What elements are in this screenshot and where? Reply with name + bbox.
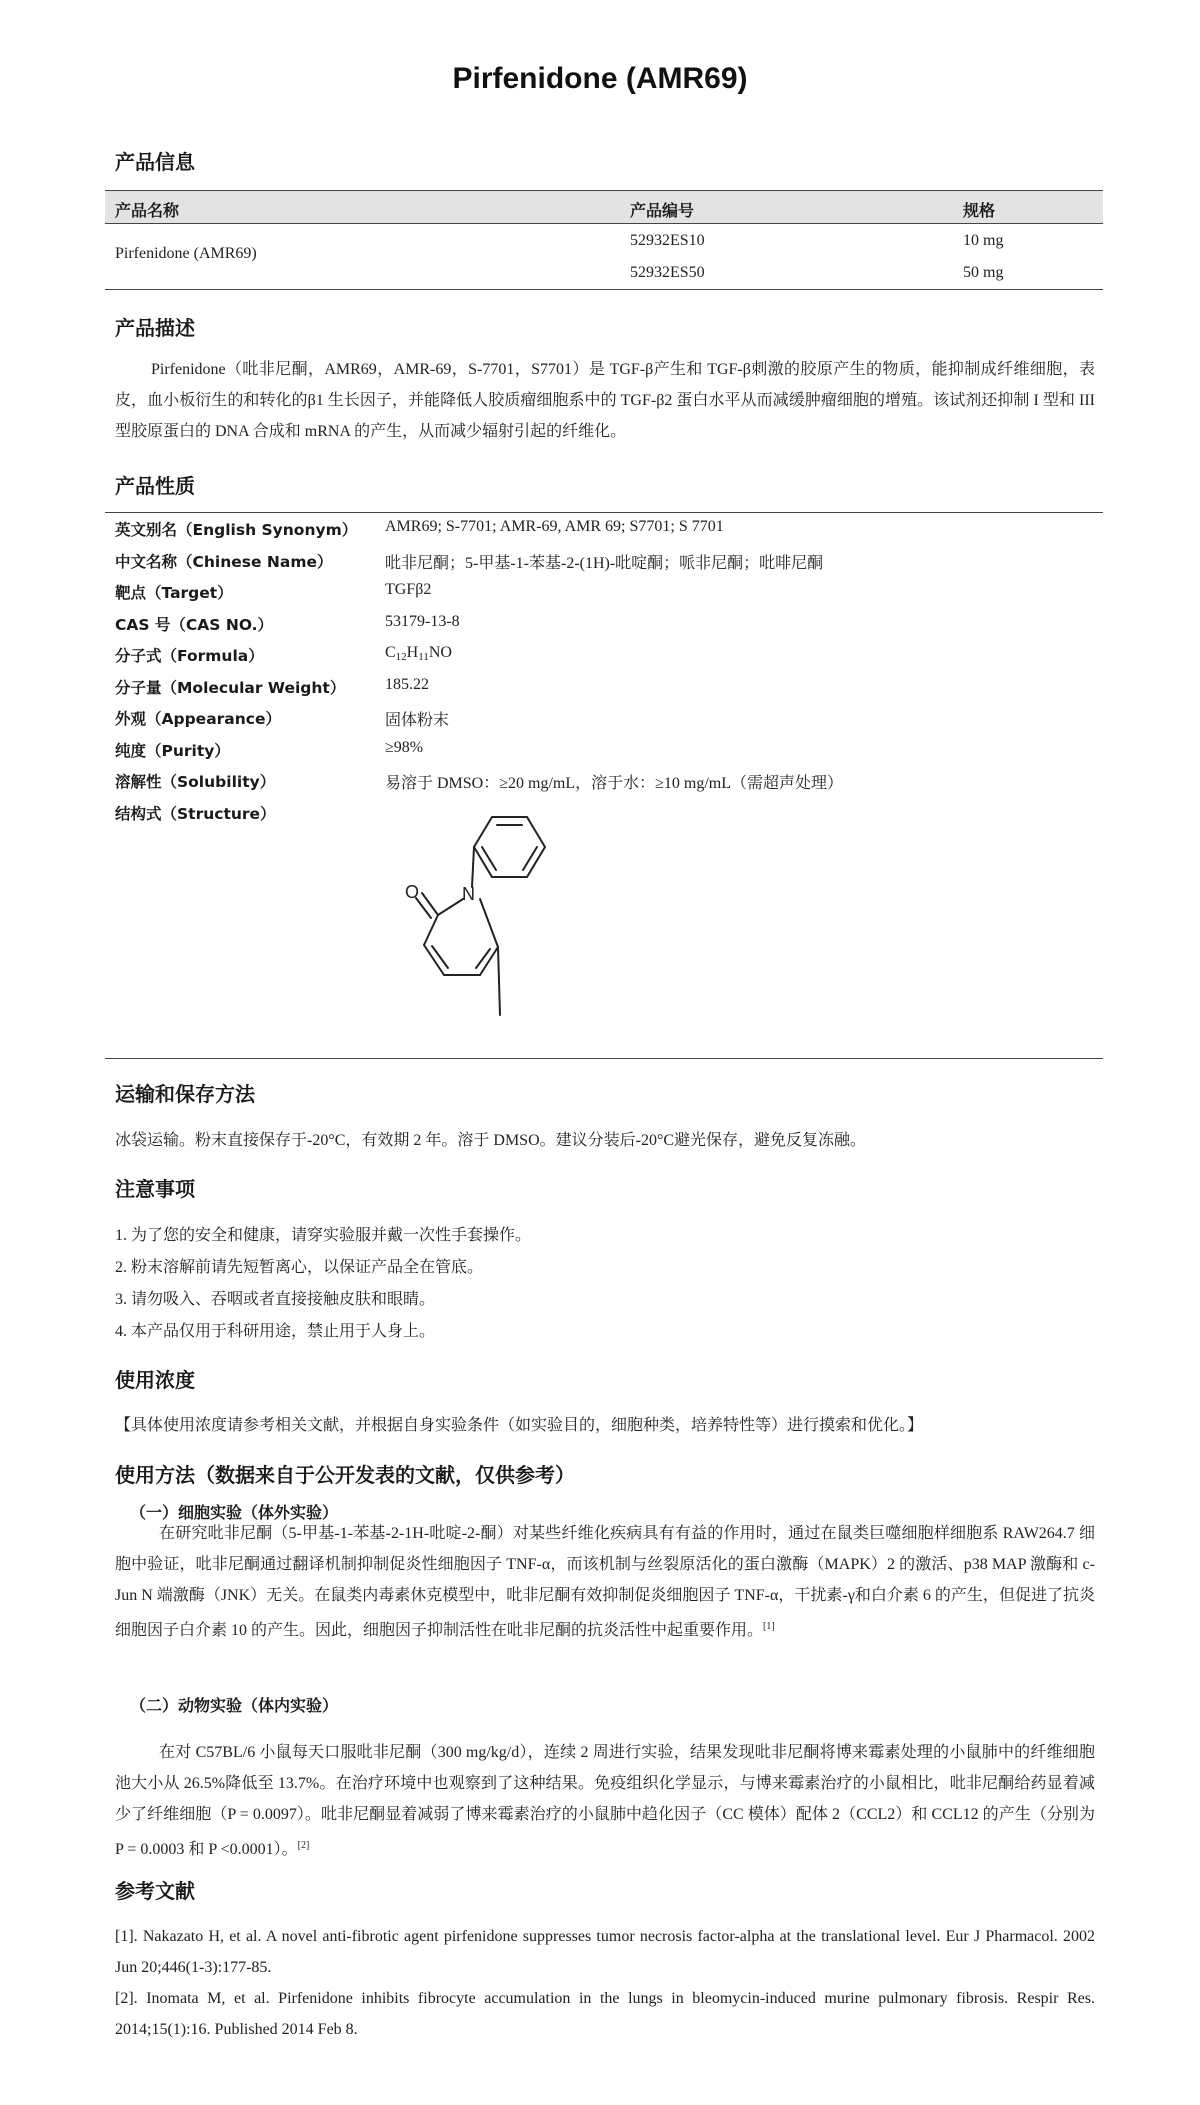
in-vivo-heading: （二）动物实验（体内实验） [130,1696,339,1715]
ring-double-bond [432,946,448,968]
prop-value-mw: 185.22 [385,676,429,693]
formula-h-count: 11 [418,651,429,663]
prop-label-chinese-name: 中文名称（Chinese Name） [115,553,333,571]
prop-value-target: TGFβ2 [385,581,432,598]
references-heading: 参考文献 [115,1879,195,1903]
reference-item: [2]. Inomata M, et al. Pirfenidone inhibits fibrocyte accumulation in the lungs in bleomycin-induced murine pulmonary fibrosis. Respir Res. 2014;15(1):16. Published 2014 Feb 8. [115,1990,1095,2038]
properties-top-rule [105,512,1103,513]
prop-value-formula [385,644,452,663]
properties-bottom-rule [105,1058,1103,1059]
in-vitro-body: 在研究吡非尼酮（5-甲基-1-苯基-2-1H-吡啶-2-酮）对某些纤维化疾病具有有益的作用时，通过在鼠类巨噬细胞样细胞系 RAW264.7 细胞中验证，吡非尼酮通过翻译机制抑制促炎性细胞因子 TNF-α，而该机制与丝裂原活化的蛋白激酶（MAPK）2 的激活、p38 MAP 激酶和 c-Jun N 端激酶（JNK）无关。在鼠类内毒素休克模型中，吡非尼酮有效抑制促炎细胞因子 TNF-α，干扰素-γ和白介素 6 的产生，但促进了抗炎细胞因子白介素 10 的产生。因此，细胞因子抑制活性在吡非尼酮的抗炎活性中起重要作用。 [115,1525,1095,1639]
prop-label-purity: 纯度（Purity） [115,742,230,760]
description-heading: 产品描述 [115,316,195,340]
concentration-text: 【具体使用浓度请参考相关文献，并根据自身实验条件（如实验目的，细胞种类，培养特性等）进行摸索和优化。】 [115,1417,924,1434]
phenyl-double-bond [482,847,496,870]
col-header-spec: 规格 [963,201,996,220]
prop-value-appearance: 固体粉末 [385,712,450,729]
formula-rest: NO [428,644,452,661]
prop-label-mw: 分子量（Molecular Weight） [115,679,346,697]
description-text: Pirfenidone（吡非尼酮，AMR69，AMR-69，S-7701，S7701）是 TGF-β产生和 TGF-β刺激的胶原产生的物质，能抑制成纤维细胞，表皮，血小板衍生的和转化的β1 生长因子，并能降低人胶质瘤细胞系中的 TGF-β2 蛋白水平从而减缓肿瘤细胞的增殖。该试剂还抑制 I 型和 III 型胶原蛋白的 DNA 合成和 mRNA 的产生，从而减少辐射引起的纤维化。 [115,361,1095,440]
prop-label-synonym: 英文别名（English Synonym） [115,521,358,539]
prop-label-formula: 分子式（Formula） [115,647,264,665]
prop-label-cas: CAS 号（CAS NO.） [115,616,274,634]
note-item: 4. 本产品仅用于科研用途，禁止用于人身上。 [115,1323,436,1340]
in-vitro-text [115,1518,1095,1646]
carbonyl-bond [422,893,438,915]
formula-c: C [385,644,396,661]
prop-value-synonym: AMR69; S-7701; AMR-69, AMR 69; S7701; S 7701 [385,518,724,535]
prop-value-solubility: 易溶于 DMSO：≥20 mg/mL，溶于水：≥10 mg/mL（需超声处理） [385,775,844,792]
table-bottom-rule [105,289,1103,290]
notes-heading: 注意事项 [115,1177,195,1201]
citation-2: [2] [297,1840,310,1851]
formula-h: H [406,644,419,661]
citation-1: [1] [763,1621,775,1632]
concentration-heading: 使用浓度 [115,1368,195,1392]
reference-item: [1]. Nakazato H, et al. A novel anti-fibrotic agent pirfenidone suppresses tumor necrosis factor-alpha at the translational level. Eur J Pharmacol. 2002 Jun 20;446(1-3):177-85. [115,1928,1095,1976]
prop-value-chinese-name: 吡非尼酮；5-甲基-1-苯基-2-(1H)-吡啶酮；哌非尼酮；吡啡尼酮 [385,555,824,572]
in-vivo-body: 在对 C57BL/6 小鼠每天口服吡非尼酮（300 mg/kg/d），连续 2 周进行实验，结果发现吡非尼酮将博来霉素处理的小鼠肺中的纤维细胞池大小从 26.5%降低至 13.7%。在治疗环境中也观察到了这种结果。免疫组织化学显示，与博来霉素治疗的小鼠相比，吡非尼酮给药显着减少了纤维细胞（P = 0.0097）。吡非尼酮显着减弱了博来霉素治疗的小鼠肺中趋化因子（CC 模体）配体 2（CCL2）和 CCL12 的产生（分别为 P = 0.0003 和 P <0.0001）。 [115,1744,1095,1858]
prop-label-appearance: 外观（Appearance） [115,710,281,728]
formula-c-count: 12 [395,651,407,663]
note-item: 3. 请勿吸入、吞咽或者直接接触皮肤和眼睛。 [115,1291,436,1308]
in-vitro-heading: （一）细胞实验（体外实验） [130,1503,339,1522]
note-item: 1. 为了您的安全和健康，请穿实验服并戴一次性手套操作。 [115,1227,532,1244]
prop-label-solubility: 溶解性（Solubility） [115,773,276,791]
product-name-cell: Pirfenidone (AMR69) [115,245,257,262]
methyl-bond [498,947,500,1015]
n-phenyl-bond [472,847,474,887]
chemical-structure [400,805,600,1035]
ring-bond [438,899,463,915]
storage-heading: 运输和保存方法 [115,1082,255,1106]
product-code-cell: 52932ES10 [630,232,705,249]
phenyl-double-bond [523,847,537,870]
prop-label-target: 靶点（Target） [115,584,233,602]
col-header-name: 产品名称 [115,201,180,220]
product-code-cell: 52932ES50 [630,264,705,281]
product-spec-cell: 50 mg [963,264,1004,281]
ring-double-bond [476,949,490,968]
document-title: Pirfenidone (AMR69) [452,62,748,95]
methods-heading: 使用方法（数据来自于公开发表的文献，仅供参考） [115,1463,575,1487]
ring-bond [480,899,498,947]
oxygen-atom-label: O [405,882,420,902]
col-header-code: 产品编号 [630,201,695,220]
storage-text: 冰袋运输。粉末直接保存于-20°C，有效期 2 年。溶于 DMSO。建议分装后-20°C避光保存，避免反复冻融。 [115,1132,867,1149]
table-header-row [105,190,1103,224]
in-vivo-text [115,1737,1095,1865]
prop-value-purity: ≥98% [385,739,424,756]
product-info-heading: 产品信息 [115,150,195,174]
prop-label-structure: 结构式（Structure） [115,805,276,823]
nitrogen-atom-label: N [462,884,475,904]
product-spec-cell: 10 mg [963,232,1004,249]
prop-value-cas: 53179-13-8 [385,613,460,630]
properties-heading: 产品性质 [115,474,195,498]
note-item: 2. 粉末溶解前请先短暂离心，以保证产品全在管底。 [115,1259,484,1276]
ring-bond [424,915,438,945]
